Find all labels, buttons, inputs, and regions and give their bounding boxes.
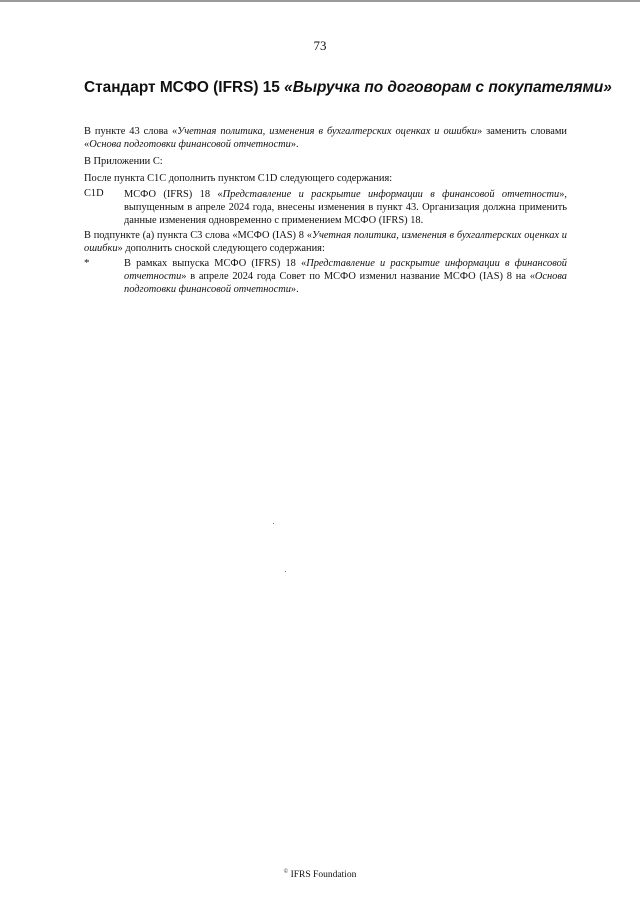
top-border-line [0,0,640,2]
fn-text-2: » в апреле 2024 года Совет по МСФО изменил название МСФО (IAS) 8 на « [181,271,535,282]
title-italic: «Выручка по договорам с покупателями» [284,79,612,96]
p1-text-3: ». [290,139,299,150]
paragraph-after-c1c: После пункта С1С дополнить пунктом С1D следующего содержания: [84,173,393,184]
p1-italic-1: Учетная политика, изменения в бухгалтерских оценках и ошибки [177,126,477,137]
footer-copyright [0,869,640,880]
c1d-text-1: МСФО (IFRS) 18 « [124,189,223,200]
item-code-c1d: C1D [84,188,104,199]
paragraph-point-43 [84,125,567,151]
fn-text-1: В рамках выпуска МСФО (IFRS) 18 « [124,258,307,269]
footer-text: IFRS Foundation [288,870,357,881]
scan-speck [285,571,286,572]
p1-text-1: В пункте 43 слова « [84,126,178,137]
copyright-symbol: © [283,869,289,875]
scan-speck [273,523,274,524]
p1-text-2: » заменить словами « [84,126,567,150]
c1d-italic-1: Представление и раскрытие информации в финансовой отчетности [222,189,560,200]
footnote-marker: * [84,257,90,269]
p4-text-1: В подпункте (а) пункта С3 слова «МСФО (IAS) 8 « [84,230,312,241]
p4-italic-1: Учетная политика, изменения в бухгалтерских оценках и ошибки [84,230,567,254]
paragraph-subpoint-c3 [84,229,567,255]
fn-text-3: ». [290,284,299,295]
page-number: 73 [313,38,327,53]
fn-italic-1: Представление и раскрытие информации в финансовой отчетности [124,258,567,282]
c1d-text-2: », выпущенным в апреле 2024 года, внесены изменения в пункт 43. Организация должна применить данные изменения одновременно с применением МСФО (IFRS) 18. [124,189,567,226]
p1-italic-2: Основа подготовки финансовой отчетности [89,139,291,150]
title-prefix: Стандарт МСФО (IFRS) 15 [84,79,285,96]
item-text-c1d [124,188,567,227]
p4-text-2: » дополнить сноской следующего содержания: [117,243,325,254]
footnote-text [124,257,567,296]
paragraph-appendix-c: В Приложении С: [84,156,163,167]
page-title [84,79,612,97]
fn-italic-2: Основа подготовки финансовой отчетности [124,271,567,295]
